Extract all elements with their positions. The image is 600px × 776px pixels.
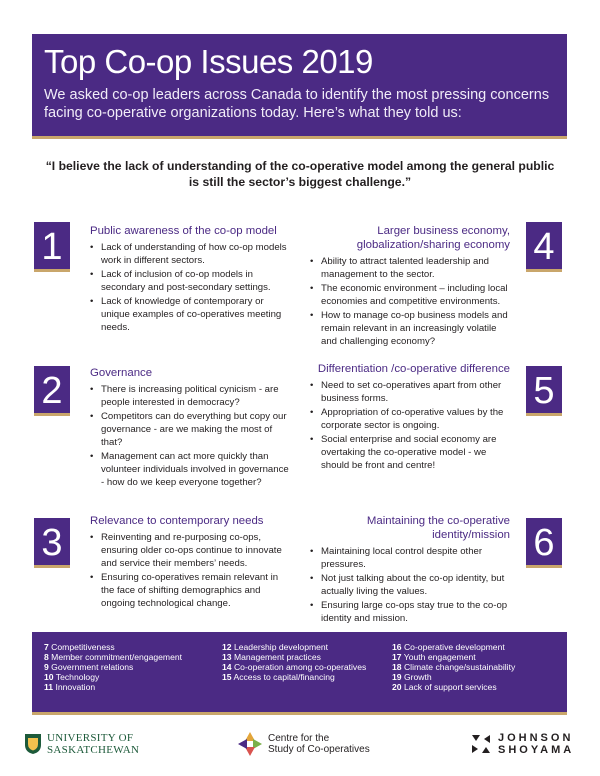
issue-1 <box>90 224 290 335</box>
issue-6-bullets <box>310 545 510 625</box>
header-gold-rule <box>32 136 567 139</box>
more-issue-item: 20 Lack of support services <box>392 682 497 692</box>
more-issue-item: 15 Access to capital/financing <box>222 672 335 682</box>
more-issue-item: 7 Competitiveness <box>44 642 115 652</box>
issue-number-6: 6 <box>526 518 562 568</box>
issue-1-bullet: • Lack of knowledge of contemporary or unique examples of co-operatives meeting needs. <box>90 295 290 334</box>
more-issues-column-3 <box>392 642 515 692</box>
issue-6-bullet: • Maintaining local control despite other pressures. <box>310 545 510 571</box>
issue-6-bullet: • Ensuring large co-ops stay true to the co-op identity and mission. <box>310 599 510 625</box>
issue-3 <box>90 514 290 611</box>
issue-4 <box>310 224 510 349</box>
shield-icon <box>24 733 42 755</box>
issue-6 <box>310 514 510 626</box>
issue-4-bullet: • The economic environment – including local economies and competitive environments. <box>310 282 510 308</box>
footer-gold-rule <box>32 712 567 715</box>
more-issue-item: 17 Youth engagement <box>392 652 476 662</box>
issue-3-bullets <box>90 531 290 610</box>
header-banner <box>32 34 567 136</box>
issue-4-bullet: • Ability to attract talented leadership and management to the sector. <box>310 255 510 281</box>
issue-5 <box>310 362 510 473</box>
js-line-1: JOHNSON <box>498 732 574 744</box>
issue-1-bullet: • Lack of inclusion of co-op models in secondary and post-secondary settings. <box>90 268 290 294</box>
uofs-line-2: SASKATCHEWAN <box>47 744 140 756</box>
issue-6-bullet: • Not just talking about the co-op identity, but actually living the values. <box>310 572 510 598</box>
page-title: Top Co-op Issues 2019 <box>44 43 373 80</box>
ccs-line-1: Centre for the <box>268 733 330 744</box>
logo-bar <box>0 728 600 764</box>
issue-number-3: 3 <box>34 518 70 568</box>
featured-quote: “I believe the lack of understanding of the co-operative model among the general public is still the sector’s biggest challenge.” <box>45 159 555 189</box>
uofs-line-1: UNIVERSITY OF <box>47 732 134 744</box>
issue-6-heading: Maintaining the co-operative identity/mission <box>366 515 510 541</box>
johnson-shoyama-logo <box>470 732 574 756</box>
issue-2-heading: Governance <box>90 367 153 379</box>
more-issue-item: 14 Co-operation among co-operatives <box>222 662 367 672</box>
more-issue-item: 13 Management practices <box>222 652 321 662</box>
issue-5-bullet: • Appropriation of co-operative values by the corporate sector is ongoing. <box>310 406 510 432</box>
intro-text: We asked co-op leaders across Canada to identify the most pressing concerns facing co-operative organizations today. Here’s what they told us: <box>44 87 550 121</box>
issue-5-heading: Differentiation /co-operative difference <box>317 363 510 375</box>
more-issues-box <box>32 632 567 712</box>
more-issue-item: 8 Member commitment/engagement <box>44 652 183 662</box>
issue-number-1: 1 <box>34 222 70 272</box>
more-issue-item: 12 Leadership development <box>222 642 329 652</box>
issue-2-bullets <box>90 383 290 489</box>
more-issue-item: 19 Growth <box>392 672 432 682</box>
university-of-saskatchewan-logo <box>24 732 139 756</box>
issue-3-bullet: • Reinventing and re-purposing co-ops, ensuring older co-ops continue to innovate and service their members’ needs. <box>90 531 290 570</box>
js-line-2: SHOYAMA <box>498 744 575 756</box>
arrows-icon <box>470 733 492 755</box>
issue-4-bullet: • How to manage co-op business models and remain relevant in an increasingly volatile and challenging economy? <box>310 309 510 348</box>
more-issues-column-1 <box>44 642 182 692</box>
more-issue-item: 10 Technology <box>44 672 100 682</box>
more-issues-column-2 <box>222 642 366 682</box>
centre-for-study-of-cooperatives-logo <box>236 730 370 758</box>
issue-2 <box>90 366 290 490</box>
issue-1-bullets <box>90 241 290 334</box>
issue-2-bullet: • Management can act more quickly than volunteer individuals involved in governance - how do we keep everyone together? <box>90 450 290 489</box>
more-issue-item: 16 Co-operative development <box>392 642 505 652</box>
issue-5-bullets <box>310 379 510 472</box>
issue-number-4: 4 <box>526 222 562 272</box>
issue-2-bullet: • Competitors can do everything but copy our governance - are we making the most of that? <box>90 410 290 449</box>
more-issue-item: 9 Government relations <box>44 662 134 672</box>
issue-3-bullet: • Ensuring co-operatives remain relevant in the face of shifting demographics and ongoing technological change. <box>90 571 290 610</box>
issue-1-heading: Public awareness of the co-op model <box>90 225 277 237</box>
issue-5-bullet: • Need to set co-operatives apart from other business forms. <box>310 379 510 405</box>
ccs-line-2: Study of Co-operatives <box>268 744 370 755</box>
pinwheel-icon <box>236 730 264 758</box>
issue-2-bullet: • There is increasing political cynicism - are people interested in democracy? <box>90 383 290 409</box>
issue-4-heading: Larger business economy, globalization/sharing economy <box>356 225 510 251</box>
issue-3-heading: Relevance to contemporary needs <box>90 515 264 527</box>
issue-4-bullets <box>310 255 510 348</box>
more-issue-item: 18 Climate change/sustainability <box>392 662 516 672</box>
issue-5-bullet: • Social enterprise and social economy are overtaking the co-operative model - we should be front and centre! <box>310 433 510 472</box>
issue-number-5: 5 <box>526 366 562 416</box>
issue-1-bullet: • Lack of understanding of how co-op models work in different sectors. <box>90 241 290 267</box>
more-issue-item: 11 Innovation <box>44 682 96 692</box>
issue-number-2: 2 <box>34 366 70 416</box>
